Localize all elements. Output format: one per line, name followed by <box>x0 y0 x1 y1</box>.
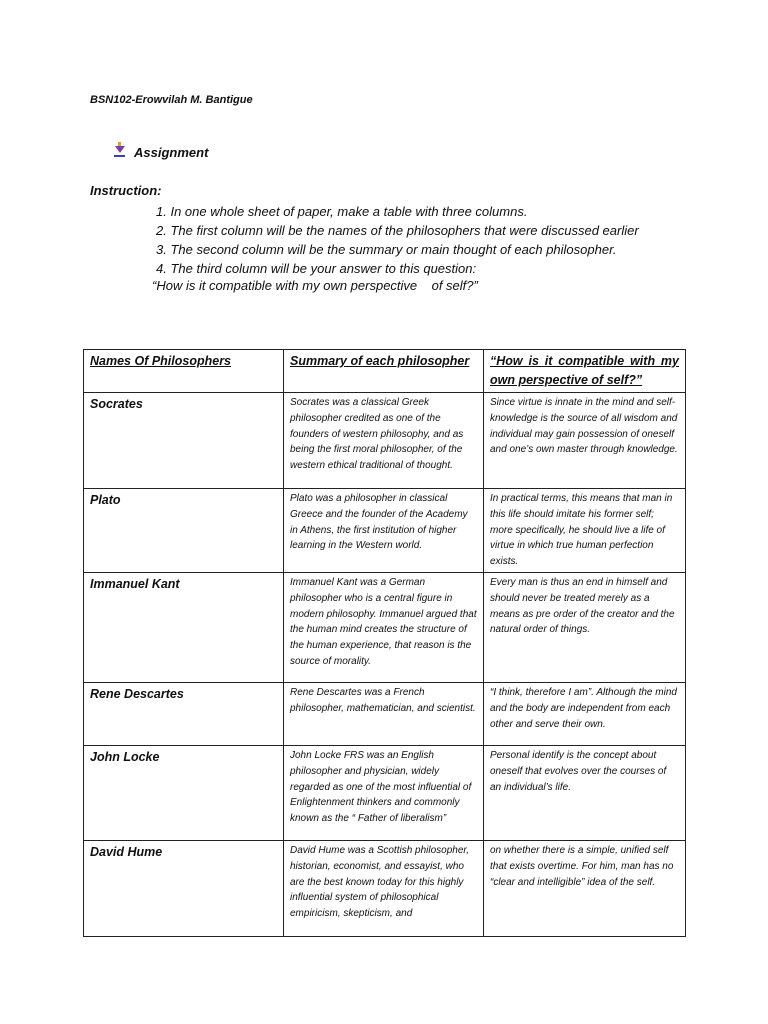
column-header-summary: Summary of each philosopher <box>284 350 484 393</box>
assignment-heading <box>114 145 208 160</box>
table-row <box>84 745 686 840</box>
table-header-row <box>84 350 686 393</box>
philosopher-name: David Hume <box>84 840 284 936</box>
philosopher-name: Immanuel Kant <box>84 572 284 682</box>
down-arrow-bullet-icon <box>114 146 126 160</box>
instruction-item: 3. The second column will be the summary or main thought of each philosopher. <box>156 242 617 257</box>
philosopher-name: John Locke <box>84 745 284 840</box>
philosopher-summary: Immanuel Kant was a German philosopher who is a central figure in modern philosophy. Immanuel argued that the human mind creates the structure of the human experience, that reason is the source of morality. <box>284 572 484 682</box>
table-row <box>84 393 686 489</box>
table-row <box>84 489 686 573</box>
philosopher-summary: Socrates was a classical Greek philosopher credited as one of the founders of western philosophy, and as being the first moral philosopher, of the western ethical traditional of thought. <box>284 393 484 489</box>
instruction-question: “How is it compatible with my own perspective of self?” <box>152 278 478 293</box>
instruction-title: Instruction: <box>90 183 162 198</box>
philosopher-summary: David Hume was a Scottish philosopher, historian, economist, and essayist, who are the best known today for this highly influential system of philosophical empiricism, skepticism, and <box>284 840 484 936</box>
column-header-compatibility: “How is it compatible with my own perspective of self?” <box>484 350 686 393</box>
instruction-list <box>156 202 639 278</box>
philosopher-answer: “I think, therefore I am”. Although the mind and the body are independent from each other and serve their own. <box>484 682 686 745</box>
philosopher-name: Rene Descartes <box>84 682 284 745</box>
instruction-item: 4. The third column will be your answer to this question: <box>156 261 477 276</box>
column-header-names: Names Of Philosophers <box>84 350 284 393</box>
author-line: BSN102-Erowvilah M. Bantigue <box>90 94 253 106</box>
philosopher-summary: Plato was a philosopher in classical Greece and the founder of the Academy in Athens, the first institution of higher learning in the Western world. <box>284 489 484 573</box>
philosopher-answer: Since virtue is innate in the mind and self-knowledge is the source of all wisdom and individual may gain possession of oneself and one’s own master through knowledge. <box>484 393 686 489</box>
assignment-label: Assignment <box>134 145 209 160</box>
instruction-item: 1. In one whole sheet of paper, make a table with three columns. <box>156 204 528 219</box>
philosopher-answer: In practical terms, this means that man in this life should imitate his former self; more specifically, he should live a life of virtue in which true human perfection exists. <box>484 489 686 573</box>
philosopher-answer: Personal identify is the concept about oneself that evolves over the courses of an individual’s life. <box>484 745 686 840</box>
philosopher-summary: John Locke FRS was an English philosopher and physician, widely regarded as one of the most influential of Enlightenment thinkers and commonly known as the “ Father of liberalism” <box>284 745 484 840</box>
philosopher-summary: Rene Descartes was a French philosopher, mathematician, and scientist. <box>284 682 484 745</box>
philosophers-table <box>83 349 686 937</box>
instruction-item: 2. The first column will be the names of the philosophers that were discussed earlier <box>156 223 639 238</box>
table-row <box>84 572 686 682</box>
philosopher-answer: Every man is thus an end in himself and should never be treated merely as a means as pre order of the creator and the natural order of things. <box>484 572 686 682</box>
table-row <box>84 840 686 936</box>
philosopher-answer: on whether there is a simple, unified self that exists overtime. For him, man has no “clear and intelligible” idea of the self. <box>484 840 686 936</box>
philosopher-name: Plato <box>84 489 284 573</box>
philosopher-name: Socrates <box>84 393 284 489</box>
table-row <box>84 682 686 745</box>
